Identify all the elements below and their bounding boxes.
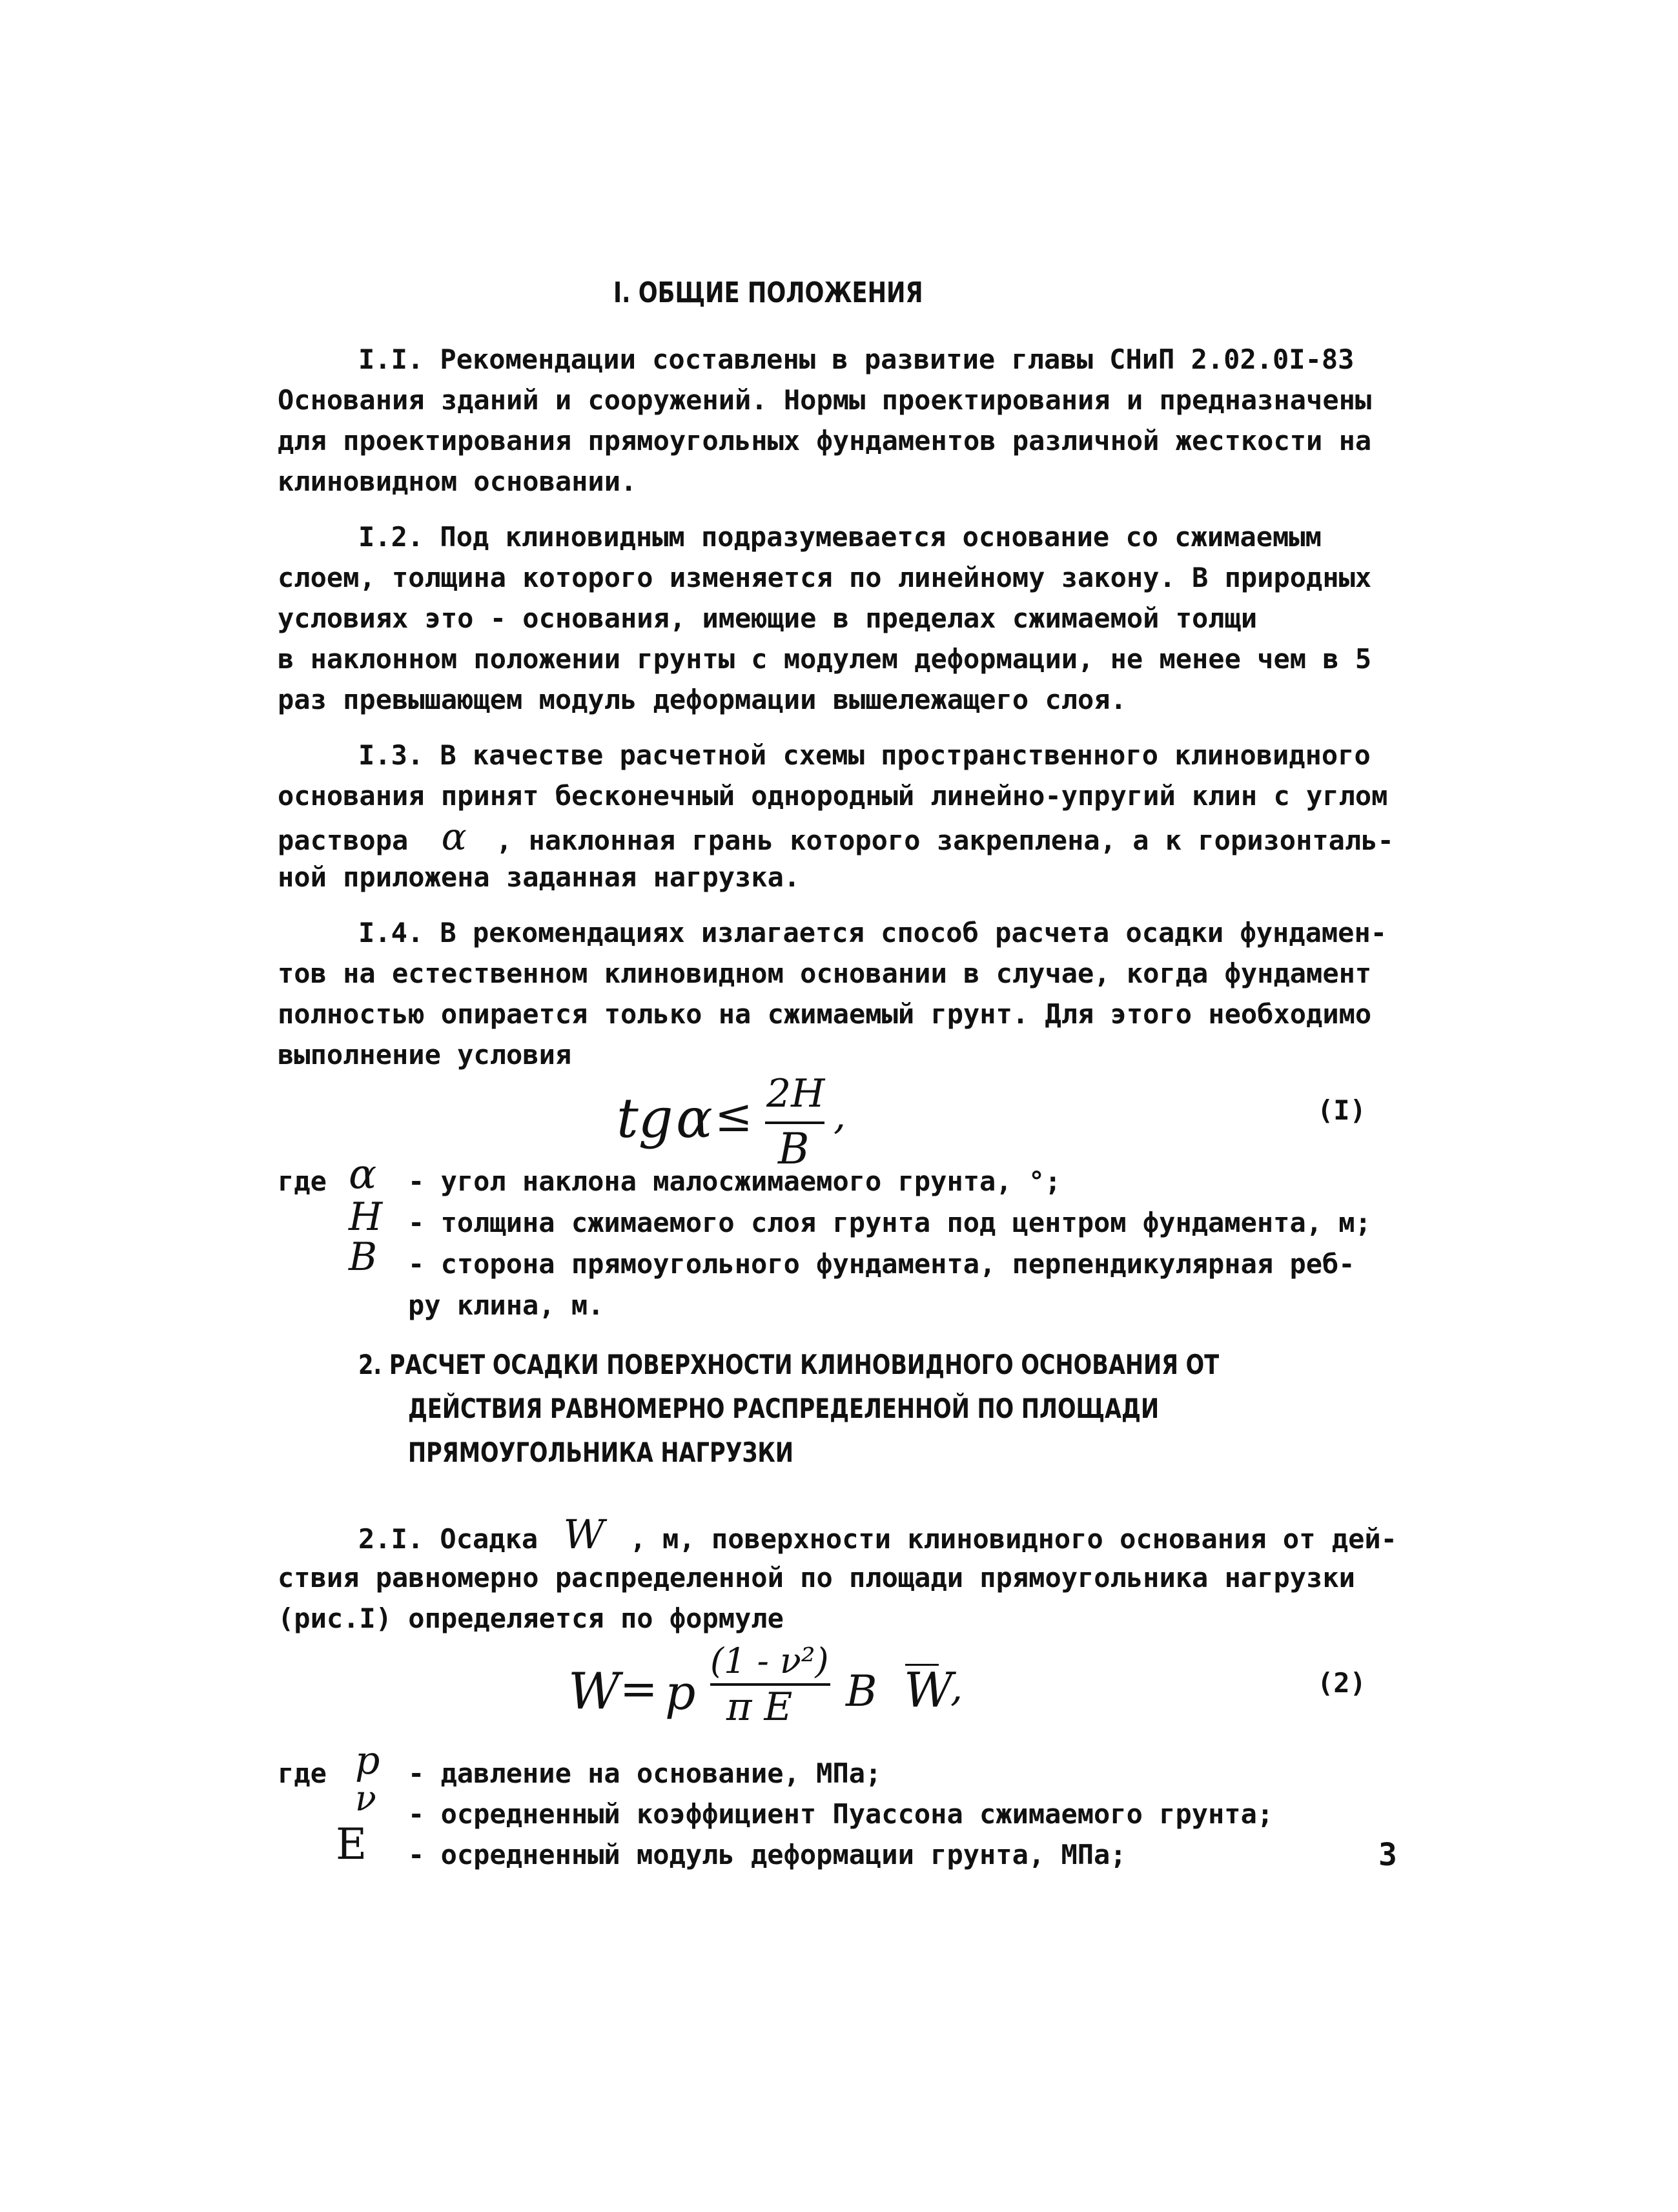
paragraph-1-3-line-2: основания принят бесконечный однородный линейно-упругий клин с углом xyxy=(278,780,1388,812)
paragraph-1-4-line-2: тов на естественном клиновидном основании в случае, когда фундамент xyxy=(278,958,1372,989)
page-number: 3 xyxy=(1378,1837,1397,1873)
where-1-h-desc: - толщина сжимаемого слоя грунта под центром фундамента, м; xyxy=(408,1207,1371,1238)
paragraph-1-3-line-3-start: раствора xyxy=(278,824,409,856)
where-1-b-desc-cont: ру клина, м. xyxy=(408,1289,604,1321)
formula-2-w: W xyxy=(568,1663,620,1721)
formula-1-alpha: α xyxy=(676,1087,713,1150)
where-1-h-symbol: H xyxy=(349,1194,383,1240)
formula-2-comma: , xyxy=(950,1665,963,1710)
w-symbol: W xyxy=(563,1511,605,1558)
where-2-nu-desc: - осредненный коэффициент Пуассона сжимаемого грунта; xyxy=(408,1798,1274,1830)
formula-1-denominator: B xyxy=(778,1124,810,1174)
alpha-symbol: α xyxy=(441,815,467,859)
where-2-p-desc: - давление на основание, МПа; xyxy=(408,1757,882,1789)
paragraph-1-4-line-3: полностью опирается только на сжимаемый грунт. Для этого необходимо xyxy=(278,998,1372,1030)
section-2-title-line-3: ПРЯМОУГОЛЬНИКА НАГРУЗКИ xyxy=(408,1437,793,1468)
paragraph-1-2-line-1: I.2. Под клиновидным подразумевается основание со сжимаемым xyxy=(358,521,1322,553)
formula-2-denominator: π E xyxy=(726,1685,793,1730)
paragraph-1-2-line-2: слоем, толщина которого изменяется по линейному закону. В природных xyxy=(278,562,1372,593)
formula-1 xyxy=(617,1071,875,1174)
paragraph-1-4-line-4: выполнение условия xyxy=(278,1039,572,1070)
paragraph-1-1-line-1: I.I. Рекомендации составлены в развитие главы СНиП 2.02.0I-83 xyxy=(358,343,1355,375)
paragraph-2-1-start: 2.I. Осадка xyxy=(358,1523,538,1555)
formula-2-number: (2) xyxy=(1317,1667,1366,1699)
where-2-e-symbol: E xyxy=(336,1819,367,1869)
formula-2-wbar: W xyxy=(904,1663,954,1718)
paragraph-1-2-line-3: условиях это - основания, имеющие в пределах сжимаемой толщи xyxy=(278,602,1258,634)
formula-1-numerator: 2H xyxy=(766,1071,825,1116)
paragraph-1-2-line-4: в наклонном положении грунты с модулем деформации, не менее чем в 5 xyxy=(278,643,1372,675)
paragraph-1-3-line-4: ной приложена заданная нагрузка. xyxy=(278,861,801,893)
paragraph-1-3-line-3 xyxy=(278,816,1440,861)
paragraph-1-3-line-1: I.3. В качестве расчетной схемы пространственного клиновидного xyxy=(358,739,1371,771)
where-2-nu-symbol: ν xyxy=(355,1778,376,1819)
paragraph-2-1-line-3: (рис.I) определяется по формуле xyxy=(278,1603,784,1634)
where-1-alpha-desc: - угол наклона малосжимаемого грунта, °; xyxy=(408,1165,1061,1197)
formula-1-comma: , xyxy=(834,1093,846,1138)
formula-1-leq: ≤ xyxy=(715,1089,753,1142)
paragraph-1-1-line-3: для проектирования прямоугольных фундаментов различной жесткости на xyxy=(278,425,1372,456)
formula-2 xyxy=(568,1643,1020,1734)
where-2-p-symbol: p xyxy=(355,1738,380,1783)
where-1-gde: где xyxy=(278,1165,327,1197)
formula-2-p: p xyxy=(665,1665,696,1721)
where-1-b-symbol: B xyxy=(349,1234,378,1280)
section-2-title-line-2: ДЕЙСТВИЯ РАВНОМЕРНО РАСПРЕДЕЛЕННОЙ ПО ПЛОЩАДИ xyxy=(408,1393,1160,1424)
where-1-b-desc: - сторона прямоугольного фундамента, перпендикулярная реб- xyxy=(408,1248,1355,1280)
formula-2-equals: = xyxy=(620,1663,658,1715)
formula-2-b: B xyxy=(846,1666,877,1716)
section-1-title: I. ОБЩИЕ ПОЛОЖЕНИЯ xyxy=(613,276,923,309)
where-1-alpha-symbol: α xyxy=(349,1151,377,1198)
paragraph-1-4-line-1: I.4. В рекомендациях излагается способ расчета осадки фундамен- xyxy=(358,917,1387,948)
formula-1-number: (I) xyxy=(1317,1094,1366,1126)
paragraph-1-1-line-2: Основания зданий и сооружений. Нормы проектирования и предназначены xyxy=(278,384,1372,416)
section-2-title-line-1: 2. РАСЧЕТ ОСАДКИ ПОВЕРХНОСТИ КЛИНОВИДНОГО ОСНОВАНИЯ ОТ xyxy=(358,1349,1220,1380)
paragraph-2-1-line-2: ствия равномерно распределенной по площади прямоугольника нагрузки xyxy=(278,1562,1355,1593)
formula-1-tg: tg xyxy=(617,1087,673,1150)
paragraph-1-1-line-4: клиновидном основании. xyxy=(278,466,637,497)
where-2-gde: где xyxy=(278,1757,327,1789)
where-2-e-desc: - осредненный модуль деформации грунта, МПа; xyxy=(408,1839,1127,1870)
paragraph-2-1-line-1 xyxy=(358,1511,1520,1560)
formula-2-numerator: (1 - ν²) xyxy=(710,1641,829,1681)
paragraph-1-2-line-5: раз превышающем модуль деформации вышележащего слоя. xyxy=(278,684,1127,715)
paragraph-1-3-line-3-end: , наклонная грань которого закреплена, а к горизонталь- xyxy=(496,824,1394,856)
paragraph-2-1-rest: , м, поверхности клиновидного основания от дей- xyxy=(629,1523,1397,1555)
